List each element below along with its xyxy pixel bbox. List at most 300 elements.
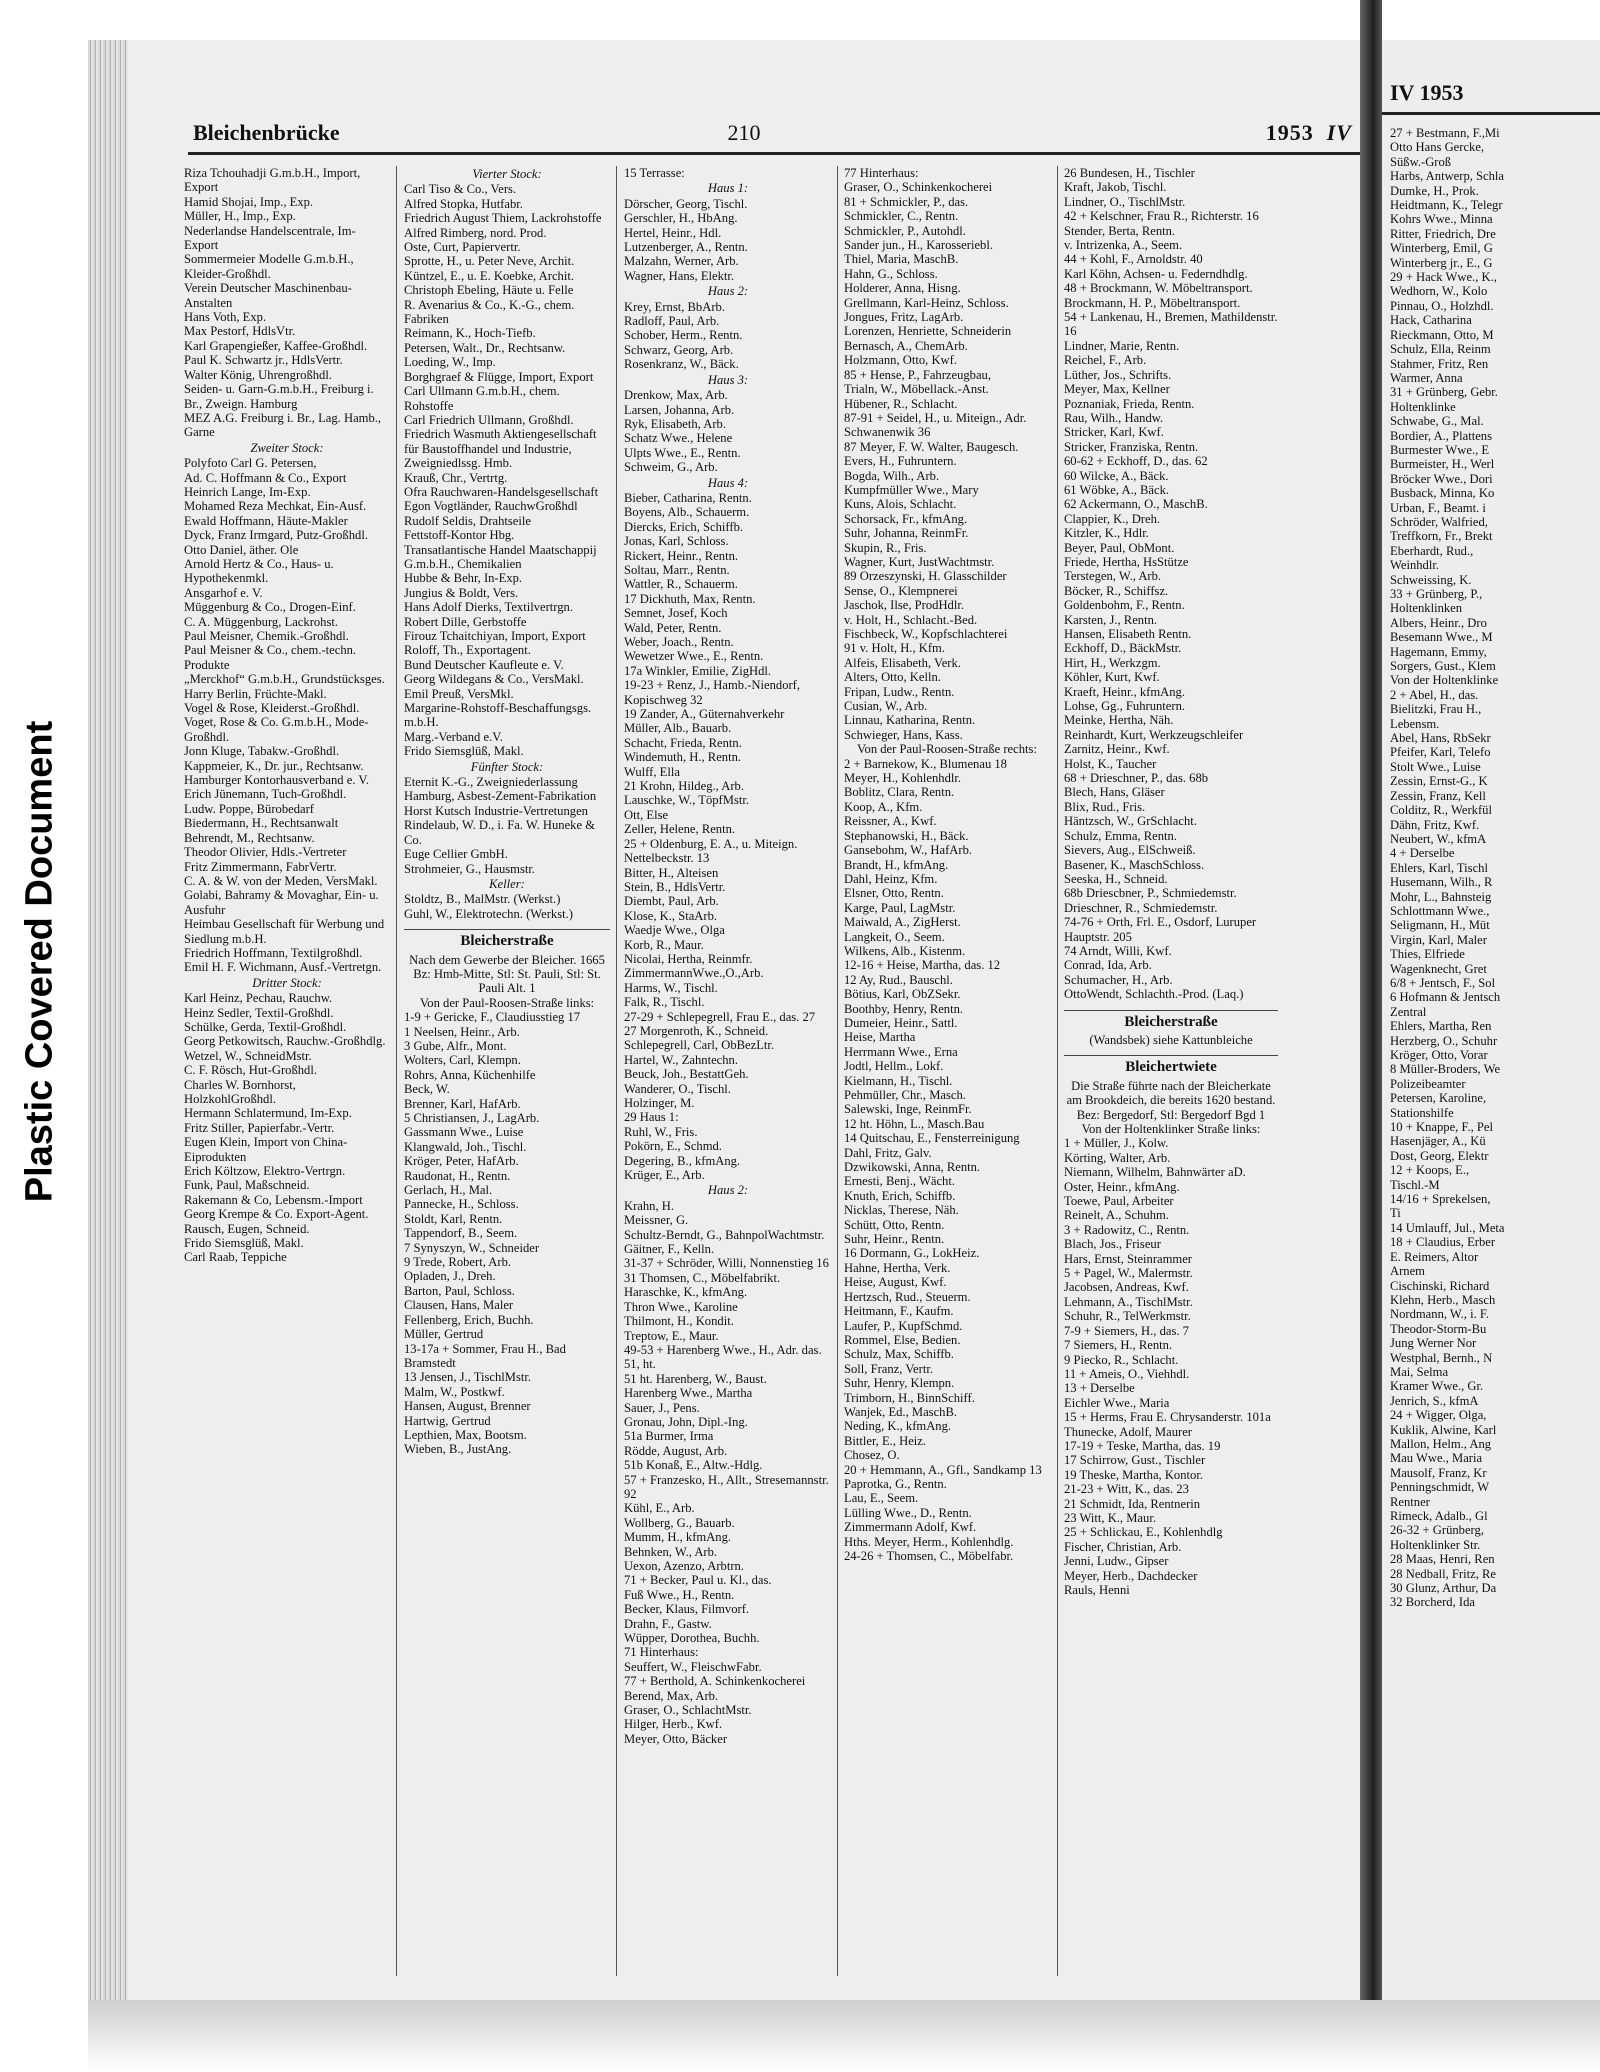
directory-entry: 71 + Becker, Paul u. Kl., das. [624, 1573, 772, 1588]
directory-entry: Wetzel, W., SchneidMstr. [184, 1048, 312, 1063]
directory-entry: 51a Burmer, Irma [624, 1429, 714, 1444]
directory-entry: 44 + Kohl, F., Arnoldstr. 40 [1064, 252, 1203, 267]
directory-entry: Schulz, Emma, Rentn. [1064, 828, 1177, 843]
directory-entry: Karl Köhn, Achsen- u. Federndhdlg. [1064, 266, 1248, 281]
directory-entry: Gassmann Wwe., Luise [404, 1125, 524, 1140]
directory-entry: Paprotka, G., Rentn. [844, 1476, 947, 1491]
directory-entry: Seuffert, W., FleischwFabr. [624, 1659, 762, 1674]
directory-entry: Stein, B., HdlsVertr. [624, 879, 726, 894]
directory-entry: Ewald Hoffmann, Häute-Makler [184, 513, 348, 528]
directory-entry: Thron Wwe., Karoline [624, 1299, 738, 1314]
street-note: (Wandsbek) siehe Kattunbleiche [1089, 1032, 1253, 1047]
directory-entry: Rödde, August, Arb. [624, 1443, 728, 1458]
directory-entry: Köhler, Kurt, Kwf. [1064, 670, 1160, 685]
directory-entry: Kohrs Wwe., Minna [1390, 212, 1493, 227]
directory-entry: Klangwald, Joh., Tischl. [404, 1139, 527, 1154]
directory-entry: Kuns, Alois, Schlacht. [844, 497, 957, 512]
directory-entry: 15 + Herms, Frau E. Chrysanderstr. 101a [1064, 1410, 1271, 1425]
directory-entry: Dzwikowski, Anna, Rentn. [844, 1160, 981, 1175]
directory-entry: Rommel, Else, Bedien. [844, 1332, 961, 1347]
directory-entry: Treffkorn, Fr., Brekt [1390, 529, 1493, 544]
directory-entry: Diembt, Paul, Arb. [624, 894, 719, 909]
directory-entry: Windemuth, H., Rentn. [624, 750, 742, 765]
directory-entry: Jonn Kluge, Tabakw.-Großhdl. [184, 744, 340, 759]
directory-entry: Stricker, Franziska, Rentn. [1064, 439, 1199, 454]
directory-entry: Schröder, Walfried, [1390, 514, 1488, 529]
directory-entry: Guhl, W., Elektrotechn. (Werkst.) [404, 906, 573, 921]
directory-entry: Behnken, W., Arb. [624, 1544, 718, 1559]
directory-entry: Bröcker Wwe., Dori [1390, 471, 1493, 486]
directory-entry: Brandt, H., kfmAng. [844, 857, 949, 872]
directory-entry: Otto Daniel, äther. Ole [184, 542, 299, 557]
directory-entry: „Merckhof“ G.m.b.H., Grundstücksges. [184, 672, 385, 687]
directory-entry: Heinrich Lange, Im-Exp. [184, 484, 311, 499]
directory-entry: Suhr, Heinr., Rentn. [844, 1232, 945, 1247]
directory-entry: Schwarz, Georg, Arb. [624, 342, 734, 357]
directory-entry: Strohmeier, G., Hausmstr. [404, 861, 536, 876]
directory-entry: Jaschok, Ilse, ProdHdlr. [844, 598, 964, 613]
directory-entry: Kröger, Peter, HafArb. [404, 1154, 519, 1169]
directory-entry: C. A. & W. von der Meden, VersMakl. [184, 873, 378, 888]
directory-entry: Theodor Olivier, Hdls.-Vertreter [184, 845, 347, 860]
directory-entry: Schacht, Frieda, Rentn. [624, 735, 742, 750]
directory-entry: Busback, Minna, Ko [1390, 486, 1495, 501]
directory-entry: Georg Krempe & Co. Export-Agent. [184, 1207, 369, 1222]
directory-entry: Lutzenberger, A., Rentn. [624, 240, 748, 255]
directory-entry: Terstegen, W., Arb. [1064, 569, 1162, 584]
year: 1953 [1265, 120, 1314, 145]
directory-entry: Müller, Alb., Bauarb. [624, 721, 732, 736]
directory-entry: 51 ht. Harenberg, W., Baust. [624, 1371, 767, 1386]
directory-entry: 42 + Kelschner, Frau R., Richterstr. 16 [1064, 209, 1259, 224]
directory-entry: Diercks, Erich, Schiffb. [624, 519, 744, 534]
directory-entry: 19 Zander, A., Güternahverkehr [624, 707, 785, 722]
directory-entry: Hansen, Elisabeth Rentn. [1064, 627, 1192, 641]
directory-entry: Kramer Wwe., Gr. [1390, 1379, 1484, 1394]
directory-entry: 49-53 + Harenberg Wwe., H., Adr. das. 51, ht. [624, 1342, 822, 1372]
directory-entry: 85 + Hense, P., Fahrzeugbau, [844, 367, 992, 382]
directory-entry: Skupin, R., Fris. [844, 540, 927, 555]
directory-entry: Schulz, Ella, Reinm [1390, 342, 1491, 357]
directory-entry: Lebensm. [1390, 716, 1440, 731]
directory-entry: Müggenburg & Co., Drogen-Einf. [184, 600, 356, 615]
directory-entry: Schumacher, H., Arb. [1064, 972, 1173, 987]
directory-entry: Hack, Catharina [1390, 313, 1472, 328]
directory-entry: Drenkow, Max, Arb. [624, 388, 728, 403]
directory-entry: Funk, Paul, Maßschneid. [184, 1178, 310, 1193]
directory-entry: Drieschner, R., Schmiedemstr. [1064, 900, 1218, 915]
directory-entry: Karl Heinz, Pechau, Rauchw. [184, 991, 333, 1006]
directory-entry: Max Pestorf, HdlsVtr. [184, 324, 296, 339]
directory-entry: Schober, Herm., Rentn. [624, 328, 743, 343]
directory-entry: Knuth, Erich, Schiffb. [844, 1188, 956, 1203]
directory-entry: Dahl, Fritz, Galv. [844, 1145, 932, 1160]
directory-entry: Mausolf, Franz, Kr [1390, 1465, 1487, 1480]
directory-entry: v. Holt, H., Schlacht.-Bed. [844, 612, 978, 627]
directory-entry: Emil Preuß, VersMkl. [404, 686, 514, 701]
directory-entry: Barton, Paul, Schloss. [404, 1283, 515, 1298]
directory-entry: Toewe, Paul, Arbeiter [1064, 1194, 1174, 1209]
directory-entry: 4 + Derselbe [1390, 846, 1455, 861]
directory-entry: Tischl.-M [1390, 1177, 1440, 1192]
directory-entry: Oste, Curt, Papiervertr. [404, 240, 521, 255]
directory-entry: Weber, Joach., Rentn. [624, 635, 734, 649]
directory-entry: Lohse, Gg., Fuhruntern. [1064, 699, 1186, 714]
directory-entry: 33 + Grünberg, P., [1390, 587, 1483, 601]
directory-entry: Von der Holtenklinke [1390, 673, 1499, 688]
directory-entry: Wolters, Carl, Klempn. [404, 1053, 521, 1068]
directory-entry: Lauschke, W., TöpfMstr. [624, 793, 749, 808]
section-subheading: Fünfter Stock: [470, 759, 544, 774]
directory-entry: OttoWendt, Schlachth.-Prod. (Laq.) [1064, 987, 1244, 1002]
directory-entry: Carl Tiso & Co., Vers. [404, 182, 517, 197]
directory-entry: Jung Werner Nor [1390, 1336, 1477, 1351]
directory-entry: Westphal, Bernh., N [1390, 1350, 1493, 1365]
directory-entry: Thunecke, Adolf, Maurer [1064, 1424, 1192, 1439]
street-heading: Bleichertwiete [1064, 1055, 1278, 1074]
directory-entry: Beck, W. [404, 1082, 450, 1097]
directory-entry: Goldenbohm, F., Rentn. [1064, 598, 1185, 613]
directory-entry: Meyer, H., Kohlenhdlr. [844, 771, 962, 786]
directory-entry: Schülke, Gerda, Textil-Großhdl. [184, 1019, 347, 1034]
directory-entry: Krey, Ernst, BbArb. [624, 299, 725, 314]
directory-entry: Frido Siemsglüß, Makl. [404, 744, 524, 759]
directory-entry: Gerlach, H., Mal. [404, 1183, 493, 1198]
directory-entry: Schlepegrell, Carl, ObBezLtr. [624, 1038, 775, 1053]
directory-entry: Suhr, Johanna, ReinmFr. [844, 526, 969, 541]
directory-entry: 61 Wöbke, A., Bäck. [1064, 482, 1170, 497]
directory-entry: Lüther, Jos., Schrifts. [1064, 367, 1172, 382]
directory-entry: Eternit K.-G., Zweigniederlassung Hamburg, Asbest-Zement-Fabrikation [404, 775, 597, 804]
directory-entry: 17-19 + Teske, Martha, das. 19 [1064, 1438, 1221, 1453]
directory-entry: Lindner, O., TischlMstr. [1064, 194, 1186, 209]
directory-entry: Lorenzen, Henriette, Schneiderin [844, 324, 1012, 339]
directory-entry: Krauß, Chr., Vertrtg. [404, 470, 508, 485]
directory-entry: Meyer, Otto, Bäcker [624, 1731, 728, 1746]
directory-entry: Pannecke, H., Schloss. [404, 1197, 519, 1212]
directory-entry: Blix, Rud., Fris. [1064, 799, 1146, 814]
directory-entry: Heitmann, F., Kaufm. [844, 1304, 954, 1319]
directory-entry: Bund Deutscher Kaufleute e. V. [404, 657, 564, 672]
directory-entry: Mumm, H., kfmAng. [624, 1530, 732, 1545]
directory-entry: Drahn, F., Gastw. [624, 1616, 712, 1631]
directory-entry: Becker, Klaus, Filmvorf. [624, 1602, 750, 1617]
directory-entry: Penningschmidt, W [1390, 1480, 1490, 1495]
directory-entry: Schuhr, R., TelWerkmstr. [1064, 1309, 1191, 1324]
directory-entry: Stephanowski, H., Bäck. [844, 828, 969, 843]
directory-entry: Holzinger, M. [624, 1096, 695, 1110]
directory-entry: Schmickler, C., Rentn. [844, 209, 959, 224]
directory-entry: Hertel, Heinr., Hdl. [624, 225, 722, 240]
directory-entry: Larsen, Johanna, Arb. [624, 402, 735, 417]
column-divider [616, 166, 617, 1976]
directory-entry: Kraft, Jakob, Tischl. [1064, 180, 1167, 195]
directory-entry: Gerschler, H., HbAng. [624, 211, 738, 226]
directory-entry: 2 + Abel, H., das. [1390, 687, 1479, 702]
directory-entry: Conrad, Ida, Arb. [1064, 958, 1152, 973]
directory-entry: C. F. Rösch, Hut-Großhdl. [184, 1063, 317, 1078]
directory-entry: Emil H. F. Wichmann, Ausf.-Vertretgn. [184, 960, 382, 975]
directory-entry: Waedje Wwe., Olga [624, 923, 725, 938]
directory-entry: Jonas, Karl, Schloss. [624, 534, 729, 549]
directory-entry: Hahn, G., Schloss. [844, 266, 938, 281]
directory-entry: 14/16 + Sprekelsen, [1390, 1192, 1491, 1207]
section-subheading: Haus 3: [707, 372, 749, 387]
directory-entry: Ernesti, Benj., Wächt. [844, 1174, 955, 1189]
directory-entry: 81 + Schmickler, P., das. [844, 194, 969, 209]
directory-entry: 25 + Schlickau, E., Kohlenhdlg [1064, 1525, 1223, 1540]
directory-entry: Meyer, Herb., Dachdecker [1064, 1568, 1198, 1583]
directory-entry: 26-32 + Grünberg, [1390, 1523, 1484, 1538]
directory-entry: 1 Neelsen, Heinr., Arb. [404, 1024, 520, 1039]
directory-entry: Erich Jünemann, Tuch-Großhdl. [184, 787, 347, 802]
directory-entry: Seiden- u. Garn-G.m.b.H., Freiburg i. Br., Zweign. Hamburg [184, 382, 374, 411]
directory-entry: Stolt Wwe., Luise [1390, 759, 1481, 774]
directory-entry: Stoldtz, B., MalMstr. (Werkst.) [404, 892, 561, 907]
section-subheading: Haus 2: [707, 284, 749, 299]
directory-entry: 29 Haus 1: [624, 1110, 679, 1125]
directory-entry: 54 + Lankenau, H., Bremen, Mathildenstr. 16 [1064, 310, 1278, 339]
directory-entry: Hagemann, Emmy, [1390, 644, 1487, 659]
directory-entry: Fuß Wwe., H., Rentn. [624, 1587, 735, 1602]
directory-entry: Walter König, Uhrengroßhdl. [184, 367, 332, 382]
directory-entry: Holtenklinke [1390, 399, 1456, 414]
directory-entry: Georg Wildegans & Co., VersMakl. [404, 672, 584, 687]
directory-entry: 32 Borcherd, Ida [1390, 1595, 1475, 1610]
directory-entry: Schwabe, G., Mal. [1390, 414, 1484, 429]
directory-entry: Rentner [1390, 1494, 1430, 1509]
directory-entry: Clappier, K., Dreh. [1064, 511, 1161, 526]
directory-entry: Korb, R., Maur. [624, 937, 704, 952]
directory-entry: Graser, O., Schinkenkocherei [844, 180, 993, 195]
directory-entry: 87-91 + Seidel, H., u. Miteign., Adr. Schwanenwik 36 [844, 410, 1027, 440]
directory-entry: Häntzsch, W., GrSchlacht. [1064, 814, 1197, 829]
directory-entry: Hamid Shojai, Imp., Exp. [184, 194, 314, 209]
directory-entry: Lepthien, Max, Bootsm. [404, 1427, 527, 1442]
directory-entry: Paul Meisner, Chemik.-Großhdl. [184, 629, 349, 643]
street-note: Bez: Bergedorf, Stl: Bergedorf Bgd 1 [1076, 1107, 1266, 1122]
street-heading: Bleicherstraße [404, 929, 610, 948]
running-head-street: Bleichenbrücke [193, 120, 340, 145]
directory-entry: Behrendt, M., Rechtsanw. [184, 830, 315, 845]
directory-entry: Dumke, H., Prok. [1390, 183, 1479, 198]
directory-entry: Egon Vogtländer, RauchwGroßhdl [404, 499, 578, 514]
directory-entry: Elsner, Otto, Rentn. [844, 886, 944, 901]
directory-entry: Wagner, Hans, Elektr. [624, 268, 735, 283]
directory-entry: 7 Siemers, H., Rentn. [1064, 1338, 1173, 1353]
directory-entry: R. Avenarius & Co., K.-G., chem. Fabriken [404, 297, 575, 327]
directory-entry: ZimmermannWwe.,O.,Arb. [624, 966, 764, 981]
directory-entry: Stender, Berta, Rentn. [1064, 223, 1176, 238]
directory-entry: Meissner, G. [624, 1213, 689, 1228]
book-gutter [1360, 0, 1382, 2072]
directory-entry: Abel, Hans, RbSekr [1390, 731, 1491, 746]
directory-entry: Vogel & Rose, Kleiderst.-Großhdl. [184, 701, 360, 716]
directory-entry: Schwieger, Hans, Kass. [844, 727, 963, 742]
directory-entry: Krüger, E., Arb. [624, 1168, 705, 1183]
directory-entry: Reichel, F., Arb. [1064, 353, 1147, 368]
directory-entry: Eberhardt, Rud., [1390, 543, 1474, 558]
directory-entry: Blach, Jos., Friseur [1064, 1237, 1161, 1252]
directory-entry: 18 + Claudius, Erber [1390, 1235, 1496, 1250]
directory-entry: Clausen, Hans, Maler [404, 1298, 514, 1313]
directory-entry: Schorsack, Fr., kfmAng. [844, 511, 968, 526]
column-5 [1064, 166, 1278, 1976]
directory-entry: Firouz Tchaitchiyan, Import, Export [404, 629, 586, 643]
directory-entry: Poznaniak, Frieda, Rentn. [1064, 396, 1195, 411]
directory-entry: 6/8 + Jentsch, F., Sol [1390, 975, 1496, 990]
directory-entry: Friede, Hertha, HsStütze [1064, 554, 1189, 569]
directory-entry: 51b Konaß, E., Altw.-Hdlg. [624, 1458, 763, 1473]
directory-entry: Boothby, Henry, Rentn. [844, 1001, 964, 1016]
directory-entry: 27 + Bestmann, F.,Mi [1390, 126, 1500, 140]
directory-entry: Stoldt, Karl, Rentn. [404, 1211, 503, 1226]
directory-entry: Treptow, E., Maur. [624, 1328, 719, 1343]
directory-entry: Sorgers, Gust., Klem [1390, 659, 1496, 674]
directory-entry: Radloff, Paul, Arb. [624, 314, 720, 329]
directory-entry: Mohamed Reza Mechkat, Ein-Ausf. [184, 499, 367, 514]
directory-entry: Herzberg, O., Schuhr [1390, 1033, 1498, 1048]
directory-entry: Arnem [1390, 1264, 1425, 1279]
directory-entry: Salewski, Inge, ReinmFr. [844, 1102, 972, 1117]
directory-entry: Eugen Klein, Import von China-Eiprodukten [184, 1135, 348, 1164]
directory-entry: Blech, Hans, Gläser [1064, 785, 1165, 800]
directory-entry: 31-37 + Schröder, Willi, Nonnenstieg 16 [624, 1256, 829, 1271]
directory-entry: 57 + Franzesko, H., Allt., Stresemannstr. 92 [624, 1472, 829, 1501]
directory-entry: Neding, K., kfmAng. [844, 1419, 952, 1434]
directory-entry: Stahmer, Fritz, Ren [1390, 356, 1489, 371]
directory-entry: Soll, Franz, Vertr. [844, 1361, 933, 1376]
section-subheading: Dritter Stock: [252, 975, 322, 990]
directory-entry: Thiel, Maria, MaschB. [844, 252, 959, 267]
street-note: Die Straße führte nach der Bleicherkate am Brookdeich, die bereits 1620 bestand. [1066, 1078, 1276, 1108]
directory-entry: Carl Friedrich Ullmann, Großhdl. [404, 412, 574, 427]
directory-entry: Jongues, Fritz, LagArb. [844, 310, 964, 325]
directory-entry: Hirt, H., Werkzgm. [1064, 655, 1161, 670]
directory-entry: Kitzler, K., Hdlr. [1064, 526, 1149, 541]
column-divider [396, 166, 397, 1976]
column-2 [404, 166, 610, 1976]
directory-entry: Rieckmann, Otto, M [1390, 327, 1494, 342]
directory-entry: v. Intrizenka, A., Seem. [1064, 238, 1183, 253]
directory-entry: Transatlantische Handel Maatschappij G.m.b.H., Chemikalien [404, 542, 597, 571]
directory-entry: 17 Dickhuth, Max, Rentn. [624, 591, 756, 606]
directory-entry: Dost, Georg, Elektr [1390, 1148, 1489, 1163]
directory-entry: Wagenknecht, Gret [1390, 961, 1487, 976]
directory-entry: Schweim, G., Arb. [624, 460, 718, 475]
directory-entry: MEZ A.G. Freiburg i. Br., Lag. Hamb., Garne [184, 410, 382, 440]
directory-entry: Zarnitz, Heinr., Kwf. [1064, 742, 1170, 757]
directory-entry: 3 + Radowitz, C., Rentn. [1064, 1222, 1190, 1237]
directory-entry: Polizeibeamter [1390, 1076, 1466, 1091]
directory-entry: Friedrich August Thiem, Lackrohstoffe [404, 211, 602, 226]
directory-entry: Golabi, Bahramy & Movaghar, Ein- u. Ausfuhr [184, 888, 379, 917]
directory-entry: 21-23 + Witt, K., das. 23 [1064, 1482, 1189, 1497]
directory-entry: Evers, H., Fuhruntern. [844, 454, 957, 469]
directory-entry: Beyer, Paul, ObMont. [1064, 540, 1175, 555]
directory-entry: Schatz Wwe., Helene [624, 431, 733, 446]
directory-entry: Euge Cellier GmbH. [404, 847, 508, 862]
directory-entry: 7-9 + Siemers, H., das. 7 [1064, 1323, 1189, 1338]
directory-entry: Petersen, Karoline, [1390, 1091, 1487, 1106]
directory-entry: Alters, Otto, Kelln. [844, 670, 941, 685]
directory-entry: Burmester Wwe., E [1390, 442, 1490, 457]
directory-entry: Wald, Peter, Rentn. [624, 620, 722, 635]
directory-entry: Sense, O., Klempnerei [844, 583, 958, 598]
directory-entry: 14 Quitschau, E., Fensterreinigung [844, 1131, 1020, 1146]
directory-entry: 29 + Hack Wwe., K., [1390, 270, 1497, 285]
directory-entry: Georg Petkowitsch, Rauchw.-Großhdlg. [184, 1034, 386, 1049]
directory-entry: Kielmann, H., Tischl. [844, 1073, 953, 1088]
directory-entry: Dähn, Fritz, Kwf. [1390, 817, 1480, 832]
directory-entry: 48 + Brockmann, W. Möbeltransport. [1064, 281, 1253, 296]
directory-entry: 71 Hinterhaus: [624, 1645, 699, 1660]
directory-entry: Zeller, Helene, Rentn. [624, 822, 736, 837]
column-1 [184, 166, 390, 1976]
directory-entry: Fellenberg, Erich, Buchh. [404, 1312, 534, 1327]
directory-entry: Laufer, P., KupfSchmd. [844, 1318, 963, 1333]
facing-page-header: IV 1953 [1390, 80, 1464, 105]
directory-entry: 74 Arndt, Willi, Kwf. [1064, 943, 1172, 958]
directory-entry: Friedrich Wasmuth Aktiengesellschaft für Baustoffhandel und Industrie, Zweigniedlssg. Hmb. [404, 427, 597, 471]
directory-entry: Alfred Rimberg, nord. Prod. [404, 225, 547, 240]
directory-entry: 28 Maas, Henri, Ren [1390, 1552, 1495, 1567]
directory-entry: Burmeister, H., Werl [1390, 457, 1495, 472]
directory-entry: Christoph Ebeling, Häute u. Felle [404, 283, 574, 298]
directory-entry: Degering, B., kfmAng. [624, 1153, 741, 1168]
directory-entry: C. A. Müggenburg, Lackrohst. [184, 614, 339, 629]
directory-entry: 2 + Barnekow, K., Blumenau 18 [844, 756, 1007, 771]
directory-entry: Sommermeier Modelle G.m.b.H., Kleider-Großhdl. [184, 252, 354, 281]
directory-entry: Sauer, J., Pens. [624, 1400, 700, 1415]
directory-entry: Heidtmann, K., Telegr [1390, 198, 1503, 213]
directory-entry: Reissner, A., Kwf. [844, 814, 937, 829]
directory-entry: Hansen, August, Brenner [404, 1399, 531, 1414]
directory-entry: Ryk, Elisabeth, Arb. [624, 416, 726, 431]
directory-entry: 74-76 + Orth, Frl. E., Osdorf, Luruper Hauptstr. 205 [1064, 915, 1257, 944]
directory-entry: Schlottmann Wwe., [1390, 903, 1490, 918]
directory-entry: Fischbeck, W., Kopfschlachterei [844, 627, 1008, 641]
directory-entry: 21 Schmidt, Ida, Rentnerin [1064, 1496, 1201, 1511]
directory-entry: Nicolai, Hertha, Reinmfr. [624, 951, 753, 966]
directory-entry: Hartwig, Gertrud [404, 1413, 491, 1428]
directory-entry: Uexon, Azenzo, Arbtrn. [624, 1559, 744, 1573]
directory-entry: Thies, Elfriede [1390, 947, 1465, 962]
directory-entry: 23 Witt, K., Maur. [1064, 1510, 1156, 1525]
directory-entry: Jungius & Boldt, Vers. [404, 585, 519, 600]
directory-entry: Rauls, Henni [1064, 1583, 1130, 1597]
directory-entry: Lau, E., Seem. [844, 1491, 919, 1506]
directory-entry: Ansgarhof e. V. [184, 585, 263, 600]
directory-entry: Hertzsch, Rud., Steuerm. [844, 1289, 971, 1304]
directory-entry: Urban, F., Beamt. i [1390, 500, 1486, 515]
directory-entry: Holtenklinker Str. [1390, 1537, 1481, 1552]
directory-entry: Beuck, Joh., BestattGeh. [624, 1067, 749, 1082]
directory-entry: Hubbe & Behr, In-Exp. [404, 571, 523, 586]
directory-entry: Raudonat, H., Rentn. [404, 1168, 511, 1183]
directory-entry: Neubert, W., kfmA [1390, 831, 1487, 846]
directory-entry: 8 Müller-Broders, We [1390, 1062, 1501, 1077]
directory-entry: Wagner, Kurt, JustWachtmstr. [844, 554, 995, 569]
directory-entry: Trialn, W., Möbellack.-Anst. [844, 382, 989, 397]
directory-entry: Holderer, Anna, Hisng. [844, 281, 961, 296]
directory-entry: Stricker, Karl, Kwf. [1064, 425, 1164, 440]
directory-entry: Mallon, Helm., Ang [1390, 1436, 1492, 1451]
directory-entry: Pokörn, E., Schmd. [624, 1139, 722, 1154]
directory-entry: Bernasch, A., ChemArb. [844, 338, 968, 353]
side-label: Plastic Covered Document [18, 720, 61, 1203]
directory-entry: 30 Glunz, Arthur, Da [1390, 1581, 1497, 1596]
